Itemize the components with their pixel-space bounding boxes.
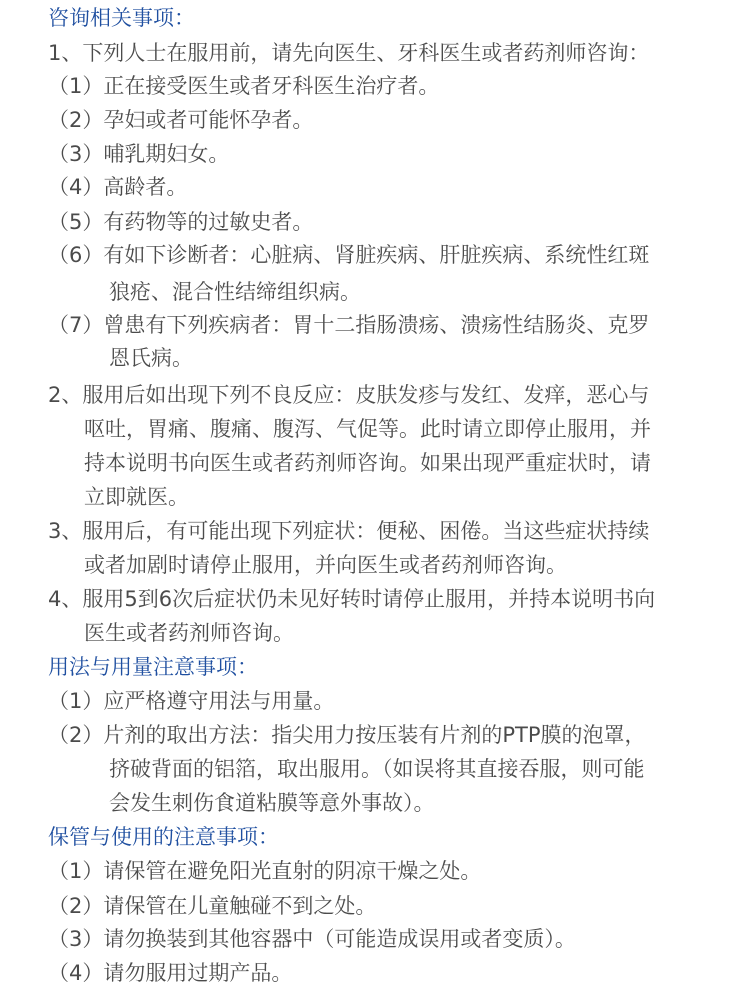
section-1-item-9-line-3: 持本说明书向医生或者药剂师咨询。如果出现严重症状时，请 (84, 451, 651, 475)
section-3-item-2-line-1: （2）请保管在儿童触碰不到之处。 (48, 894, 377, 918)
section-heading: 用法与用量注意事项： (48, 655, 258, 679)
section-2-item-2-line-3: 会发生刺伤食道粘膜等意外事故）。 (109, 791, 435, 815)
section-2-item-2-line-1: （2）片剂的取出方法：指尖用力按压装有片剂的PTP膜的泡罩， (48, 723, 646, 747)
section-1-item-8-line-1: （7）曾患有下列疾病者：胃十二指肠溃疡、溃疡性结肠炎、克罗 (48, 313, 650, 337)
section-1-item-6-line-1: （5）有药物等的过敏史者。 (48, 210, 314, 234)
section-2-item-1-line-1: （1）应严格遵守用法与用量。 (48, 689, 335, 713)
section-1-item-11-line-1: 4、服用5到6次后症状仍未见好转时请停止服用，并持本说明书向 (48, 587, 656, 611)
section-1-item-7-line-1: （6）有如下诊断者：心脏病、肾脏疾病、肝脏疾病、系统性红斑 (48, 243, 650, 267)
section-1-item-11-line-2: 医生或者药剂师咨询。 (84, 621, 294, 645)
section-3-item-4-line-1: （4）请勿服用过期产品。 (48, 961, 293, 985)
section-1-item-9-line-1: 2、服用后如出现下列不良反应：皮肤发疹与发红、发痒，恶心与 (48, 383, 650, 407)
section-3-item-1-line-1: （1）请保管在避免阳光直射的阴凉干燥之处。 (48, 859, 482, 883)
section-1-item-5-line-1: （4）高龄者。 (48, 175, 188, 199)
section-2-item-2-line-2: 挤破背面的铝箔，取出服用。（如误将其直接吞服，则可能 (109, 757, 645, 781)
section-1-item-3-line-1: （2）孕妇或者可能怀孕者。 (48, 108, 314, 132)
section-1-item-7-line-2: 狼疮、混合性结缔组织病。 (109, 280, 361, 304)
section-1-item-9-line-2: 呕吐，胃痛、腹痛、腹泻、气促等。此时请立即停止服用，并 (84, 417, 651, 441)
section-1-item-1-line-1: 1、下列人士在服用前，请先向医生、牙科医生或者药剂师咨询： (48, 41, 650, 65)
section-heading: 保管与使用的注意事项： (48, 825, 279, 849)
section-1-item-10-line-2: 或者加剧时请停止服用，并向医生或者药剂师咨询。 (84, 553, 567, 577)
section-heading: 咨询相关事项： (48, 6, 195, 30)
section-1-item-4-line-1: （3）哺乳期妇女。 (48, 142, 230, 166)
section-1-item-9-line-4: 立即就医。 (84, 485, 189, 509)
section-1-item-8-line-2: 恩氏病。 (109, 346, 193, 370)
section-1-item-10-line-1: 3、服用后，有可能出现下列症状：便秘、困倦。当这些症状持续 (48, 519, 650, 543)
section-1-item-2-line-1: （1）正在接受医生或者牙科医生治疗者。 (48, 74, 440, 98)
section-3-item-3-line-1: （3）请勿换装到其他容器中（可能造成误用或者变质）。 (48, 927, 576, 951)
